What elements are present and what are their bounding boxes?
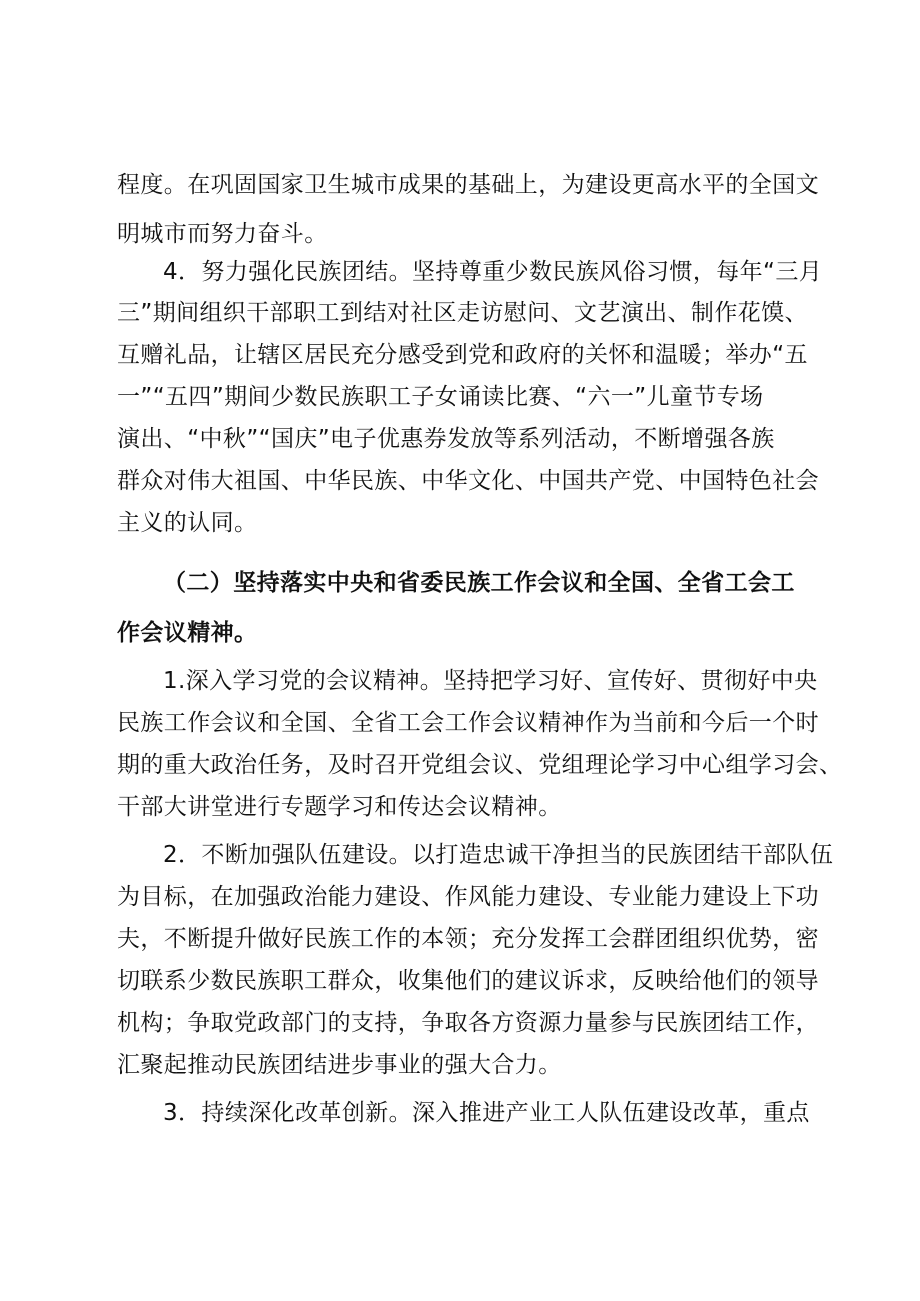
text-line: 一”“五四”期间少数民族职工子女诵读比赛、“六一”儿童节专场 [117,384,764,410]
section-heading-line: 作会议精神。 [117,620,258,646]
text-line: 夫，不断提升做好民族工作的本领；充分发挥工会群团组织优势，密 [117,926,819,952]
text-line: 民族工作会议和全国、全省工会工作会议精神作为当前和今后一个时 [117,710,819,736]
item-2-first-line: 2．不断加强队伍建设。以打造忠诚干净担当的民族团结干部队伍 [163,842,834,868]
text-line: 演出、“中秋”“国庆”电子优惠券发放等系列活动，不断增强各族 [117,426,775,452]
text-line: 三”期间组织干部职工到结对社区走访慰问、文艺演出、制作花馍、 [117,300,808,326]
text-line: 机构；争取党政部门的支持，争取各方资源力量参与民族团结工作， [117,1010,819,1036]
item-3-first-line: 3．持续深化改革创新。深入推进产业工人队伍建设改革，重点 [163,1100,810,1126]
text-line: 汇聚起推动民族团结进步事业的强大合力。 [117,1052,562,1078]
item-1-first-line: 1.深入学习党的会议精神。坚持把学习好、宣传好、贯彻好中央 [163,668,818,694]
text-line: 互赠礼品，让辖区居民充分感受到党和政府的关怀和温暖；举办“五 [117,342,808,368]
text-line: 主义的认同。 [117,510,258,536]
text-line: 程度。在巩固国家卫生城市成果的基础上，为建设更高水平的全国文 [117,172,819,198]
item-4-first-line: 4．努力强化民族团结。坚持尊重少数民族风俗习惯，每年“三月 [163,259,823,285]
text-line: 为目标，在加强政治能力建设、作风能力建设、专业能力建设上下功 [117,884,819,910]
text-line: 明城市而努力奋斗。 [117,221,328,247]
section-heading-line: （二）坚持落实中央和省委民族工作会议和全国、全省工会工 [163,570,795,596]
text-line: 干部大讲堂进行专题学习和传达会议精神。 [117,794,562,820]
text-line: 群众对伟大祖国、中华民族、中华文化、中国共产党、中国特色社会 [117,468,819,494]
text-line: 切联系少数民族职工群众，收集他们的建议诉求，反映给他们的领导 [117,968,819,994]
text-line: 期的重大政治任务，及时召开党组会议、党组理论学习中心组学习会、 [117,752,843,778]
